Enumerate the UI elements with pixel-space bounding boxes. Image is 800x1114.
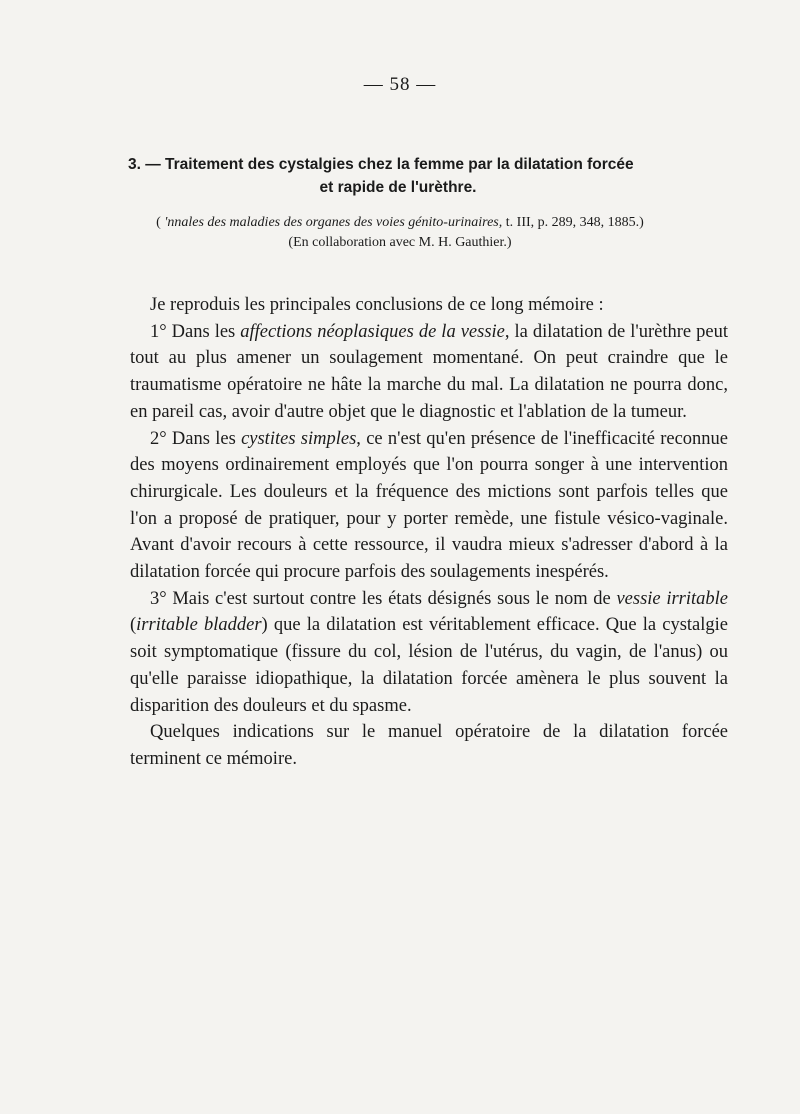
citation-journal: 'nnales des maladies des organes des voies génito-urinaires,: [164, 215, 503, 230]
heading-line-2: et rapide de l'urèthre.: [319, 179, 477, 196]
paragraph-2: [130, 426, 728, 586]
paragraph-4: Quelques indications sur le manuel opératoire de la dilatation forcée terminent ce mémoire.: [130, 722, 728, 769]
p1-em: affections néoplasiques de la vessie: [240, 321, 505, 342]
p3-em2: irritable bladder: [136, 615, 262, 636]
heading-line-1: 3. — Traitement des cystalgies chez la femme par la dilatation forcée: [128, 156, 634, 173]
page-number: — 58 —: [363, 74, 437, 95]
p2-em: cystites simples: [241, 428, 357, 449]
citation-ref: t. III, p. 289, 348, 1885.): [502, 215, 644, 230]
intro-paragraph: Je reproduis les principales conclusions de ce long mémoire :: [150, 295, 604, 315]
citation-source: [130, 213, 670, 233]
p3-mid: (: [130, 615, 137, 636]
citation: [130, 213, 670, 253]
p3-em1: vessie irritable: [616, 588, 729, 609]
section-heading: [128, 153, 668, 199]
p3-pre: 3° Mais c'est surtout contre les états désignés sous le nom de: [150, 588, 617, 609]
p1-pre: 1° Dans les: [150, 321, 241, 342]
paragraph-3: [130, 586, 728, 720]
p2-pre: 2° Dans les: [150, 428, 242, 449]
citation-open: (: [156, 215, 165, 230]
p1-post: , la dilatation de l'urèthre peut tout au plus amener un soulagement momentané. On peut craindre que le traumatisme opératoire ne hâte la marche du mal. La dilatation ne pourra donc, en pareil cas, avoir d'autre objet que le diagnostic et l'ablation de la tumeur.: [130, 321, 728, 422]
paragraph-1: [130, 319, 728, 426]
p3-post: ) que la dilatation est véritablement efficace. Que la cystalgie soit symptomatique (fissure du col, lésion de l'utérus, du vagin, de l'anus) ou qu'elle paraisse idiopathique, la dilatation forcée amènera le plus souvent la disparition des douleurs et du spasme.: [130, 615, 728, 716]
citation-collaboration: (En collaboration avec M. H. Gauthier.): [288, 235, 512, 250]
body-text: [130, 292, 728, 773]
p2-post: , ce n'est qu'en présence de l'inefficacité reconnue des moyens ordinairement employés que l'on pourra songer à une intervention chirurgicale. Les douleurs et la fréquence des mictions sont parfois telles que l'on a proposé de pratiquer, pour y porter remède, une fistule vésico-vaginale. Avant d'avoir recours à cette ressource, il vaudra mieux s'adresser d'abord à la dilatation forcée qui procure parfois des soulagements inespérés.: [130, 428, 728, 583]
